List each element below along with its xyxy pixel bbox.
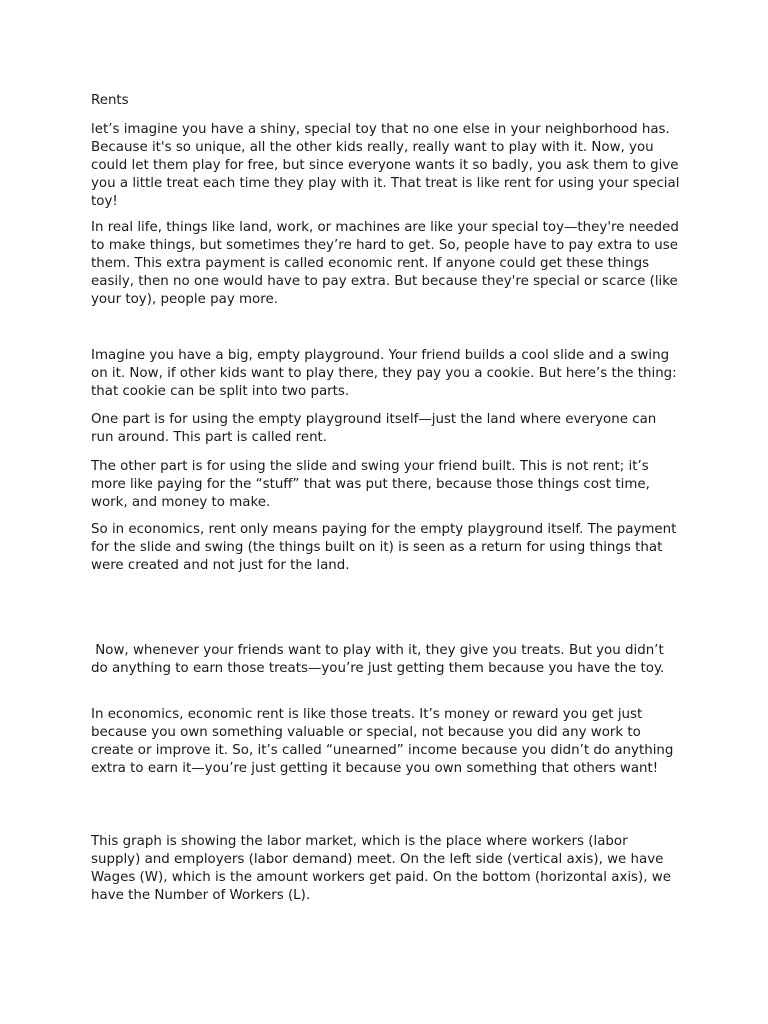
paragraph-playground: Imagine you have a big, empty playground. Your friend builds a cool slide and a swing on it. Now, if other kids want to play there, they pay you a cookie. But here’s the thing: that cookie can be split into two parts. <box>91 348 677 399</box>
paragraph-economics-rent: So in economics, rent only means paying for the empty playground itself. The payment for the slide and swing (the things built on it) is seen as a return for using things that were created and not just for the land. <box>91 522 677 573</box>
paragraph-rent-part: One part is for using the empty playground itself—just the land where everyone can run around. This part is called rent. <box>91 412 657 445</box>
paragraph-unearned-income: In economics, economic rent is like those treats. It’s money or reward you get just because you own something valuable or special, not because you did any work to create or improve it. So, it’s called “unearned” income because you didn’t do anything extra to earn it—you’re just getting it because you own something that others want! <box>91 707 674 776</box>
document-title: Rents <box>91 93 129 108</box>
paragraph-toy-intro: let’s imagine you have a shiny, special toy that no one else in your neighborhood has. Because it's so unique, all the other kids really, really want to play with it. Now, you could let them play for free, but since everyone wants it so badly, you ask them to give you a little treat each time they play with it. That treat is like rent for using your special toy! <box>91 122 680 209</box>
paragraph-labor-graph: This graph is showing the labor market, which is the place where workers (labor supply) and employers (labor demand) meet. On the left side (vertical axis), we have Wages (W), which is the amount workers get paid. On the bottom (horizontal axis), we have the Number of Workers (L). <box>91 834 671 903</box>
paragraph-real-life: In real life, things like land, work, or machines are like your special toy—they're needed to make things, but sometimes they’re hard to get. So, people have to pay extra to use them. This extra payment is called economic rent. If anyone could get these things easily, then no one would have to pay extra. But because they're special or scarce (like your toy), people pay more. <box>91 220 679 307</box>
paragraph-other-part: The other part is for using the slide and swing your friend built. This is not rent; it’s more like paying for the “stuff” that was put there, because those things cost time, work, and money to make. <box>91 459 650 510</box>
paragraph-treats: Now, whenever your friends want to play with it, they give you treats. But you didn’t do anything to earn those treats—you’re just getting them because you have the toy. <box>91 643 668 676</box>
